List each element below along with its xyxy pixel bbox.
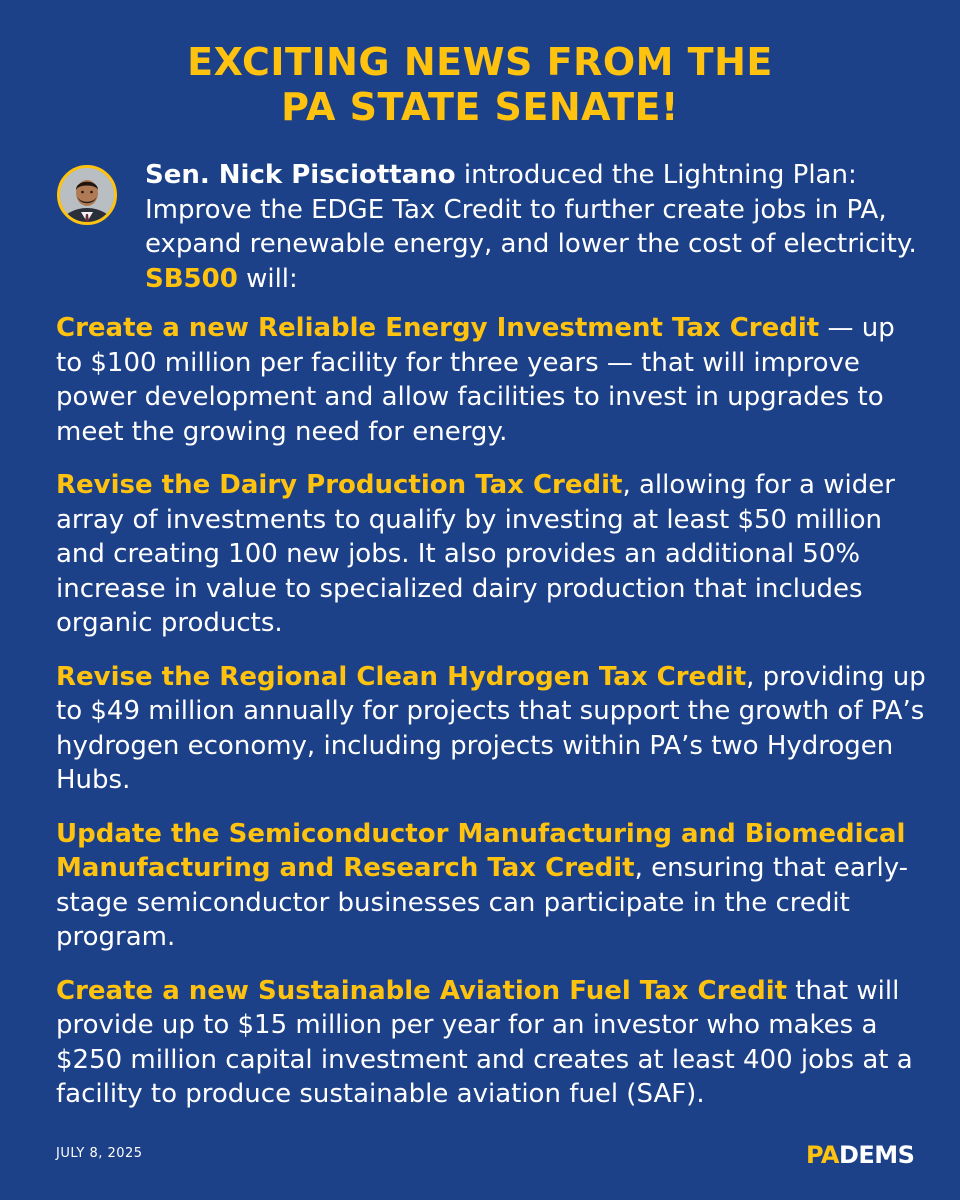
logo-dems: DEMS — [838, 1141, 915, 1169]
item-heading: Revise the Regional Clean Hydrogen Tax Credit — [56, 661, 747, 692]
list-item — [56, 817, 926, 955]
item-heading: Create a new Sustainable Aviation Fuel Tax Credit — [56, 975, 788, 1006]
list-item — [56, 468, 926, 641]
item-text: , ensuring that early-stage semiconductor businesses can participate in the credit program. — [56, 853, 909, 952]
bill-number: SB500 — [145, 263, 238, 294]
intro-text-end: will: — [237, 263, 298, 294]
list-item — [56, 311, 926, 449]
intro-text: introduced the Lightning Plan: Improve the EDGE Tax Credit to further create jobs in PA, expand renewable energy, and lower the cost of electricity. — [145, 160, 917, 259]
item-text: , allowing for a wider array of investments to qualify by investing at least $50 million and creating 100 new jobs. It also provides an additional 50% increase in value to specialized dairy production that includes organic products. — [56, 470, 895, 638]
list-item — [56, 974, 926, 1112]
senator-portrait-icon — [60, 168, 114, 222]
title-line-2: PA STATE SENATE! — [281, 85, 679, 129]
title-line-1: EXCITING NEWS FROM THE — [187, 40, 773, 84]
item-heading: Create a new Reliable Energy Investment Tax Credit — [56, 313, 820, 343]
intro-paragraph — [145, 158, 925, 296]
post-date: JULY 8, 2025 — [56, 1146, 143, 1161]
item-heading: Update the Semiconductor Manufacturing and Biomedical Manufacturing and Research Tax Credit — [56, 818, 906, 883]
pa-dems-logo — [806, 1141, 914, 1169]
item-text: — up to $100 million per facility for three years — that will improve power development and allow facilities to invest in upgrades to meet the growing need for energy. — [56, 313, 895, 447]
senator-avatar — [57, 165, 117, 225]
senator-name: Sen. Nick Pisciottano — [145, 160, 456, 190]
logo-pa: PA — [806, 1141, 839, 1169]
item-text: that will provide up to $15 million per year for an investor who makes a $250 million capital investment and creates at least 400 jobs at a facility to produce sustainable aviation fuel (SAF). — [56, 975, 913, 1109]
item-heading: Revise the Dairy Production Tax Credit — [56, 470, 623, 500]
list-item — [56, 660, 926, 798]
page-title — [0, 40, 960, 130]
credit-list — [56, 311, 926, 1131]
item-text: , providing up to $49 million annually for projects that support the growth of PA’s hydrogen economy, including projects within PA’s two Hydrogen Hubs. — [56, 661, 926, 795]
